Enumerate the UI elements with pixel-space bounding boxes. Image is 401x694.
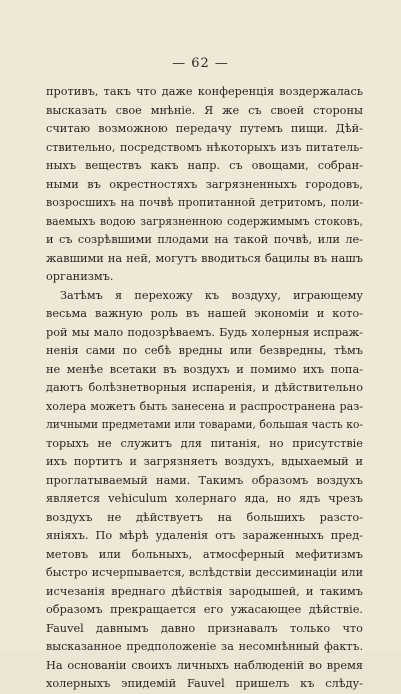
text-line: и съ созрѣвшими плодами на такой почвѣ, или ле- [46,233,363,246]
text-line: личными предметами или товарами, большая часть ко- [46,418,363,431]
text-line: даютъ болѣзнетворныя испаренія, и дѣйствительно [46,381,363,394]
text-line: жавшими на ней, могутъ вводиться бацилы въ нашъ [46,251,363,265]
text-line: образомъ прекращается его ужасающее дѣйствіе. [46,603,363,616]
text-line: ихъ портитъ и загрязняетъ воздухъ, вдыхаемый и [46,455,363,468]
text-line: ненія сами по себѣ вредны или безвредны, тѣмъ [46,344,363,357]
text-line: яніяхъ. По мѣрѣ удаленія отъ зараженныхъ пред- [46,529,363,542]
text-line: весьма важную роль въ нашей экономіи и кото- [46,307,363,320]
page-number: — 62 — [172,56,229,71]
text-line: проглатываемый нами. Такимъ образомъ воздухъ [46,473,363,487]
text-line: исчезанія вреднаго дѣйствія зародышей, и такимъ [46,584,363,598]
text-line: считаю возможною передачу путемъ пищи. Дѣй- [46,122,363,135]
text-line: противъ, такъ что даже конференція воздержалась [46,85,363,98]
body-text [46,83,363,694]
text-line: ствительно, посредствомъ нѣкоторыхъ изъ питатель- [46,140,363,154]
text-line: высказать свое мнѣніе. Я же съ своей стороны [46,103,363,117]
text-line: быстро исчерпывается, вслѣдствіи дессиминаціи или [46,566,363,579]
text-line: холерныхъ эпидемій Fauvel пришелъ къ слѣду- [46,677,363,690]
text-line: возросшихъ на почвѣ пропитанной детритомъ, поли- [46,196,363,209]
text-line: организмъ. [46,270,114,283]
text-line: торыхъ не служитъ для питанія, но присутствіе [46,436,363,450]
text-line: Затѣмъ я перехожу къ воздуху, играющему [60,288,363,302]
text-line: ныхъ веществъ какъ напр. съ овощами, собран- [46,159,363,172]
text-line: На основаніи своихъ личныхъ наблюденій во время [46,658,363,672]
text-line: ными въ окрестностяхъ загрязненныхъ городовъ, [46,177,363,191]
text-line: Fauvel давнымъ давно признавалъ только что [46,621,363,635]
text-line: ваемыхъ водою загрязненною содержимымъ стоковъ, [46,214,363,228]
text-line: не менѣе всетаки въ воздухъ и помимо ихъ попа- [46,362,363,376]
text-line: воздухъ не дѣйствуетъ на большихъ разсто- [46,510,363,524]
text-line: является vehiculum холернаго яда, но ядъ чрезъ [46,492,363,505]
text-line: холера можетъ быть занесена и распространена раз- [46,399,363,413]
text-line: рой мы мало подозрѣваемъ. Будь холерныя испраж- [46,325,363,339]
text-line: метовъ или больныхъ, атмосферный мефитизмъ [46,547,363,561]
text-line: высказанное предположеніе за несомнѣнный фактъ. [46,640,363,653]
